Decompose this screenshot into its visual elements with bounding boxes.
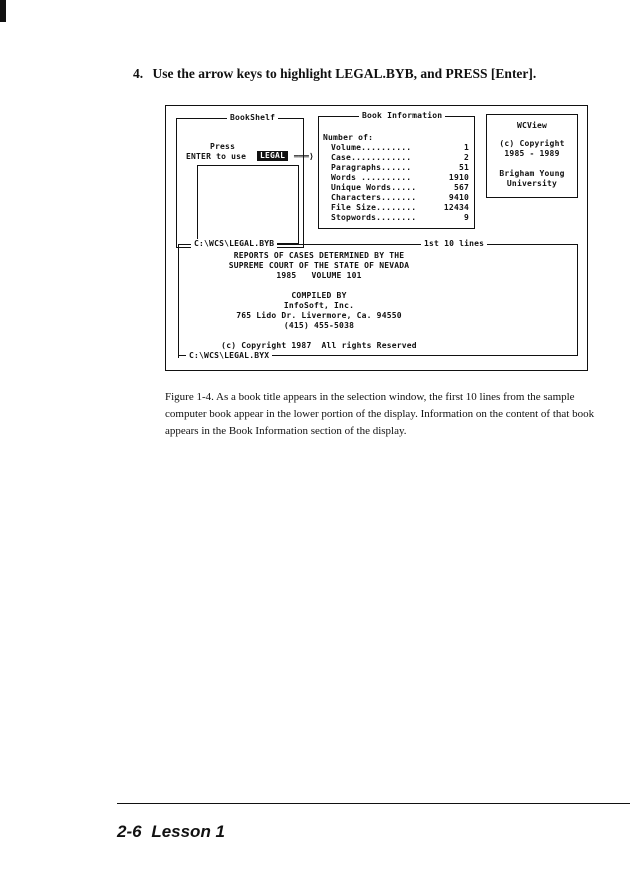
book-info-row: [331, 213, 469, 223]
preview-window: [178, 239, 578, 356]
wcview-title: WCView: [516, 121, 548, 130]
book-info-row-value: 9: [463, 213, 469, 222]
scan-mark: [0, 0, 6, 22]
book-info-row: [331, 203, 469, 213]
wcview-line: University: [506, 179, 558, 188]
preview-path: C:\WCS\LEGAL.BYB: [191, 239, 277, 249]
footer-lesson: Lesson 1: [151, 822, 226, 841]
book-info-row-label: Volume..........: [331, 143, 412, 152]
book-info-row-label: File Size........: [331, 203, 417, 212]
book-info-row-label: Characters.......: [331, 193, 417, 202]
preview-bottom-path: C:\WCS\LEGAL.BYX: [186, 351, 272, 361]
selection-arrow: ═══⟩: [294, 152, 315, 161]
book-info-row: [331, 193, 469, 203]
book-info-row-value: 51: [458, 163, 469, 172]
step-heading: [133, 66, 536, 82]
wcview-lines: [487, 139, 577, 189]
bookshelf-title: BookShelf: [227, 113, 278, 123]
preview-status: 1st 10 lines: [421, 239, 487, 249]
figure-caption: Figure 1-4. As a book title appears in the selection window, the first 10 lines from the sample computer book appear in the lower portion of the display. Information on the content of that book appears in the Book Information section of the display.: [165, 391, 595, 437]
bookshelf-selected-book[interactable]: LEGAL: [257, 151, 288, 161]
preview-line: 765 Lido Dr. Livermore, Ca. 94550: [236, 311, 402, 320]
footer-page-number: 2-6: [117, 822, 142, 841]
book-info-row-label: Case............: [331, 153, 412, 162]
book-info-row-label: Stopwords........: [331, 213, 417, 222]
preview-lines: [199, 251, 439, 351]
book-info-row-value: 1910: [448, 173, 469, 182]
bookshelf-list[interactable]: [197, 165, 299, 244]
preview-line: (415) 455-5038: [283, 321, 355, 330]
book-info-row: [331, 143, 469, 153]
book-info-window: [318, 111, 475, 229]
preview-bottom-corner: [178, 350, 179, 358]
book-info-row: [331, 163, 469, 173]
step-number: 4.: [133, 66, 144, 81]
bookshelf-window: [176, 113, 304, 248]
screen-figure: [165, 105, 588, 371]
wcview-line: (c) Copyright: [499, 139, 565, 148]
book-info-rows: [331, 143, 469, 223]
preview-line: InfoSoft, Inc.: [283, 301, 355, 310]
step-text: Use the arrow keys to highlight LEGAL.BYB, and PRESS [Enter].: [152, 66, 537, 81]
book-info-row-value: 9410: [448, 193, 469, 202]
bookshelf-enter-label: ENTER to use: [186, 152, 247, 161]
preview-line: [199, 331, 439, 341]
preview-line: COMPILED BY: [291, 291, 347, 300]
book-info-row-value: 1: [463, 143, 469, 152]
book-info-row: [331, 153, 469, 163]
preview-line: REPORTS OF CASES DETERMINED BY THE: [233, 251, 405, 260]
book-info-row-label: Words ..........: [331, 173, 412, 182]
book-info-row: [331, 173, 469, 183]
wcview-line: Brigham Young: [499, 169, 565, 178]
wcview-line: [487, 159, 577, 169]
footer-rule: [117, 803, 630, 804]
book-info-row-value: 12434: [443, 203, 469, 212]
preview-line: [199, 281, 439, 291]
wcview-line: 1985 - 1989: [504, 149, 560, 158]
book-info-row-value: 2: [463, 153, 469, 162]
book-info-row-label: Unique Words.....: [331, 183, 417, 192]
book-info-row-value: 567: [453, 183, 469, 192]
book-info-number-of: Number of:: [323, 133, 374, 142]
book-info-title: Book Information: [359, 111, 445, 121]
wcview-window: [486, 114, 578, 198]
preview-line: (c) Copyright 1987 All rights Reserved: [221, 341, 417, 350]
book-info-row-label: Paragraphs......: [331, 163, 412, 172]
footer-page-label: [117, 822, 225, 842]
bookshelf-press-label: Press: [210, 142, 236, 151]
book-info-row: [331, 183, 469, 193]
preview-line: SUPREME COURT OF THE STATE OF NEVADA: [228, 261, 410, 270]
preview-line: 1985 VOLUME 101: [276, 271, 362, 280]
